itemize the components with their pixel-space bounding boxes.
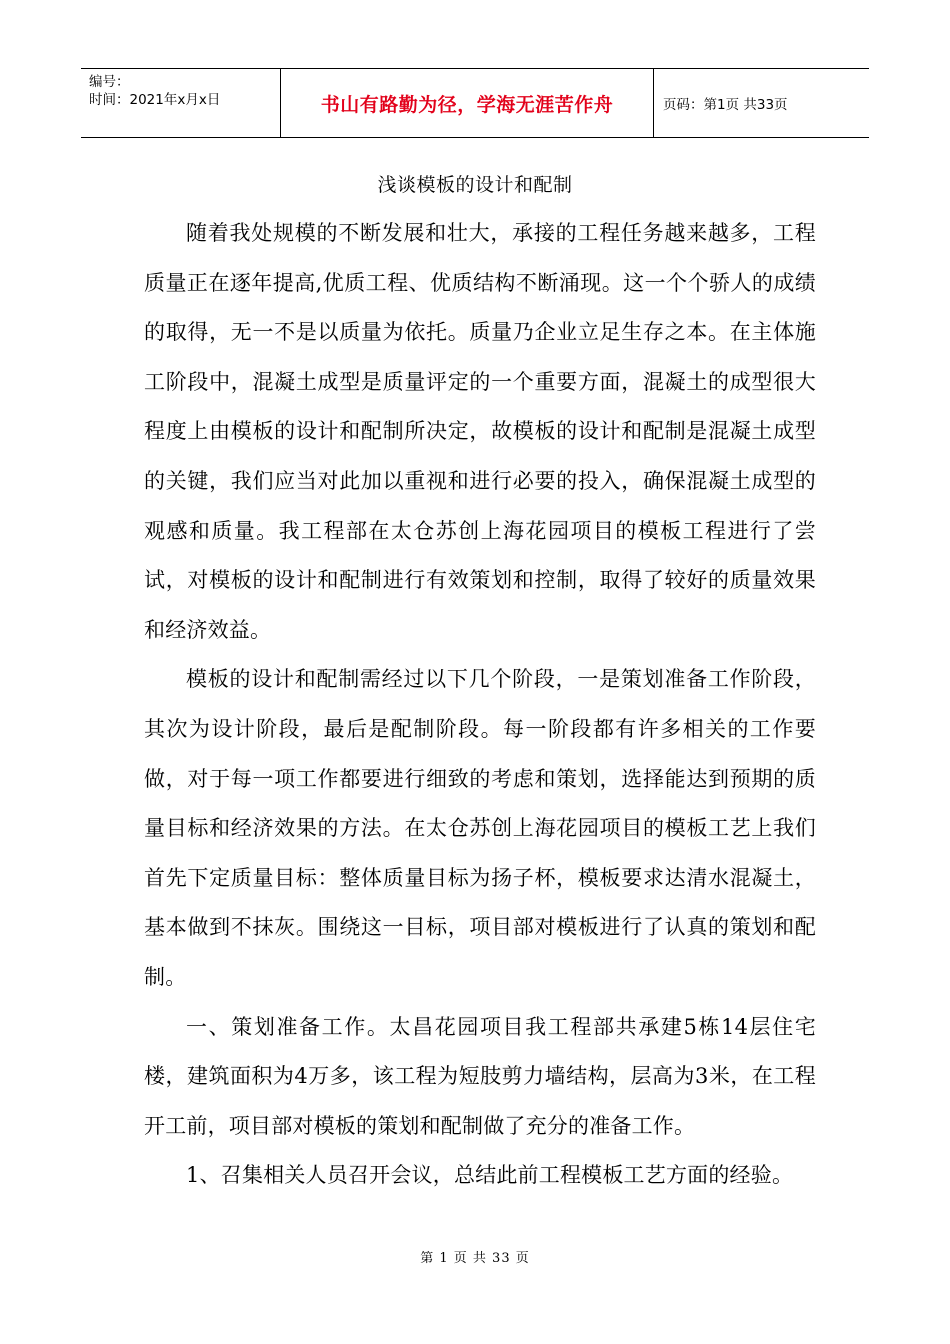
document-title: 浅谈模板的设计和配制 [377, 174, 573, 196]
body-paragraph: 模板的设计和配制需经过以下几个阶段，一是策划准备工作阶段，其次为设计阶段，最后是配制阶段。每一阶段都有许多相关的工作要做，对于每一项工作都要进行细致的考虑和策划，选择能达到预期的质量目标和经济效果的方法。在太仓苏创上海花园项目的模板工艺上我们首先下定质量目标：整体质量目标为扬子杯，模板要求达清水混凝土，基本做到不抹灰。围绕这一目标，项目部对模板进行了认真的策划和配制。 [144, 667, 816, 989]
header-motto: 书山有路勤为径，学海无涯苦作舟 [320, 93, 614, 116]
document-number-label: 编号： [89, 74, 130, 90]
body-paragraph: 1、召集相关人员召开会议，总结此前工程模板工艺方面的经验。 [186, 1163, 794, 1188]
body-paragraph: 一、策划准备工作。太昌花园项目我工程部共承建5栋14层住宅楼，建筑面积为4万多，该工程为短肢剪力墙结构，层高为3米，在工程开工前，项目部对模板的策划和配制做了充分的准备工作。 [144, 1014, 816, 1138]
document-date-label: 时间：2021年x月x日 [89, 92, 221, 108]
header-motto-cell [281, 69, 654, 137]
header-meta-cell [81, 69, 281, 137]
body-paragraph: 随着我处规模的不断发展和壮大，承接的工程任务越来越多，工程质量正在逐年提高,优质工程、优质结构不断涌现。这一个个骄人的成绩的取得，无一不是以质量为依托。质量乃企业立足生存之本。在主体施工阶段中，混凝土成型是质量评定的一个重要方面，混凝土的成型很大程度上由模板的设计和配制所决定，故模板的设计和配制是混凝土成型的关键，我们应当对此加以重视和进行必要的投入，确保混凝土成型的观感和质量。我工程部在太仓苏创上海花园项目的模板工程进行了尝试，对模板的设计和配制进行有效策划和控制，取得了较好的质量效果和经济效益。 [144, 221, 816, 642]
header-page-cell [654, 69, 869, 137]
header-table [81, 68, 869, 138]
header-page-info: 页码：第1页 共33页 [663, 97, 788, 113]
page-footer: 第 1 页 共 33 页 [420, 1251, 530, 1266]
document-body [144, 209, 816, 1201]
